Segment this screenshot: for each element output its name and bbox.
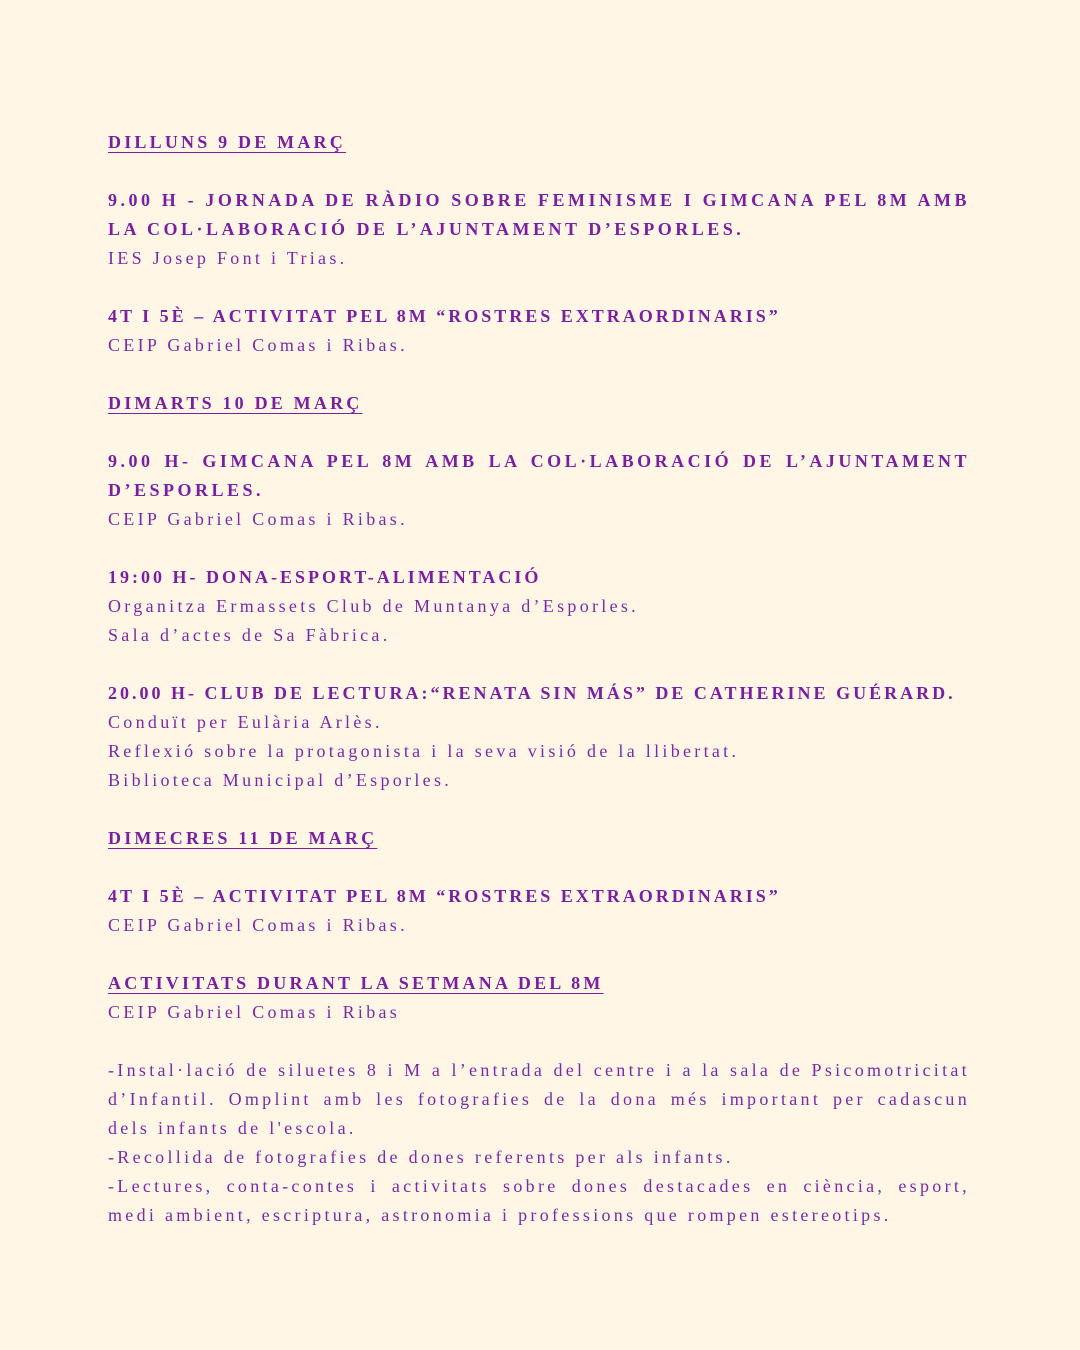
event-location: IES Josep Font i Trias.: [108, 248, 348, 268]
event-host: Conduït per Eulària Arlès.: [108, 712, 383, 732]
week-heading: ACTIVITATS DURANT LA SETMANA DEL 8M: [108, 973, 604, 993]
event-location: Sala d’actes de Sa Fàbrica.: [108, 625, 391, 645]
day-heading-monday: DILLUNS 9 DE MARÇ: [108, 132, 346, 152]
event-location: CEIP Gabriel Comas i Ribas.: [108, 509, 408, 529]
event-location: CEIP Gabriel Comas i Ribas: [108, 1002, 401, 1022]
schedule: [108, 128, 970, 1230]
day-heading-tuesday: DIMARTS 10 DE MARÇ: [108, 393, 363, 413]
day-heading-wednesday: DIMECRES 11 DE MARÇ: [108, 828, 378, 848]
event-title: 4T I 5È – ACTIVITAT PEL 8M “ROSTRES EXTRAORDINARIS”: [108, 886, 781, 906]
activity-item: -Lectures, conta-contes i activitats sobre dones destacades en ciència, esport, medi ambient, escriptura, astronomia i professions que rompen estereotips.: [108, 1176, 970, 1225]
event-title: 19:00 H- DONA-ESPORT-ALIMENTACIÓ: [108, 567, 542, 587]
event-title: 20.00 H- CLUB DE LECTURA:“RENATA SIN MÁS” DE CATHERINE GUÉRARD.: [108, 683, 956, 703]
activity-item: -Instal·lació de siluetes 8 i M a l’entrada del centre i a la sala de Psicomotricitat d’Infantil. Omplint amb les fotografies de la dona més important per cadascun dels infants de l'escola.: [108, 1060, 970, 1138]
event-location: CEIP Gabriel Comas i Ribas.: [108, 915, 408, 935]
event-description: Reflexió sobre la protagonista i la seva visió de la llibertat.: [108, 741, 740, 761]
activity-item: -Recollida de fotografies de dones referents per als infants.: [108, 1147, 734, 1167]
event-location: Biblioteca Municipal d’Esporles.: [108, 770, 453, 790]
event-location: CEIP Gabriel Comas i Ribas.: [108, 335, 408, 355]
event-organizer: Organitza Ermassets Club de Muntanya d’Esporles.: [108, 596, 639, 616]
event-title: 9.00 H- GIMCANA PEL 8M AMB LA COL·LABORACIÓ DE L’AJUNTAMENT D’ESPORLES.: [108, 451, 970, 500]
event-title: 9.00 H - JORNADA DE RÀDIO SOBRE FEMINISME I GIMCANA PEL 8M AMB LA COL·LABORACIÓ DE L’AJUNTAMENT D’ESPORLES.: [108, 190, 970, 239]
event-title: 4T I 5È – ACTIVITAT PEL 8M “ROSTRES EXTRAORDINARIS”: [108, 306, 781, 326]
